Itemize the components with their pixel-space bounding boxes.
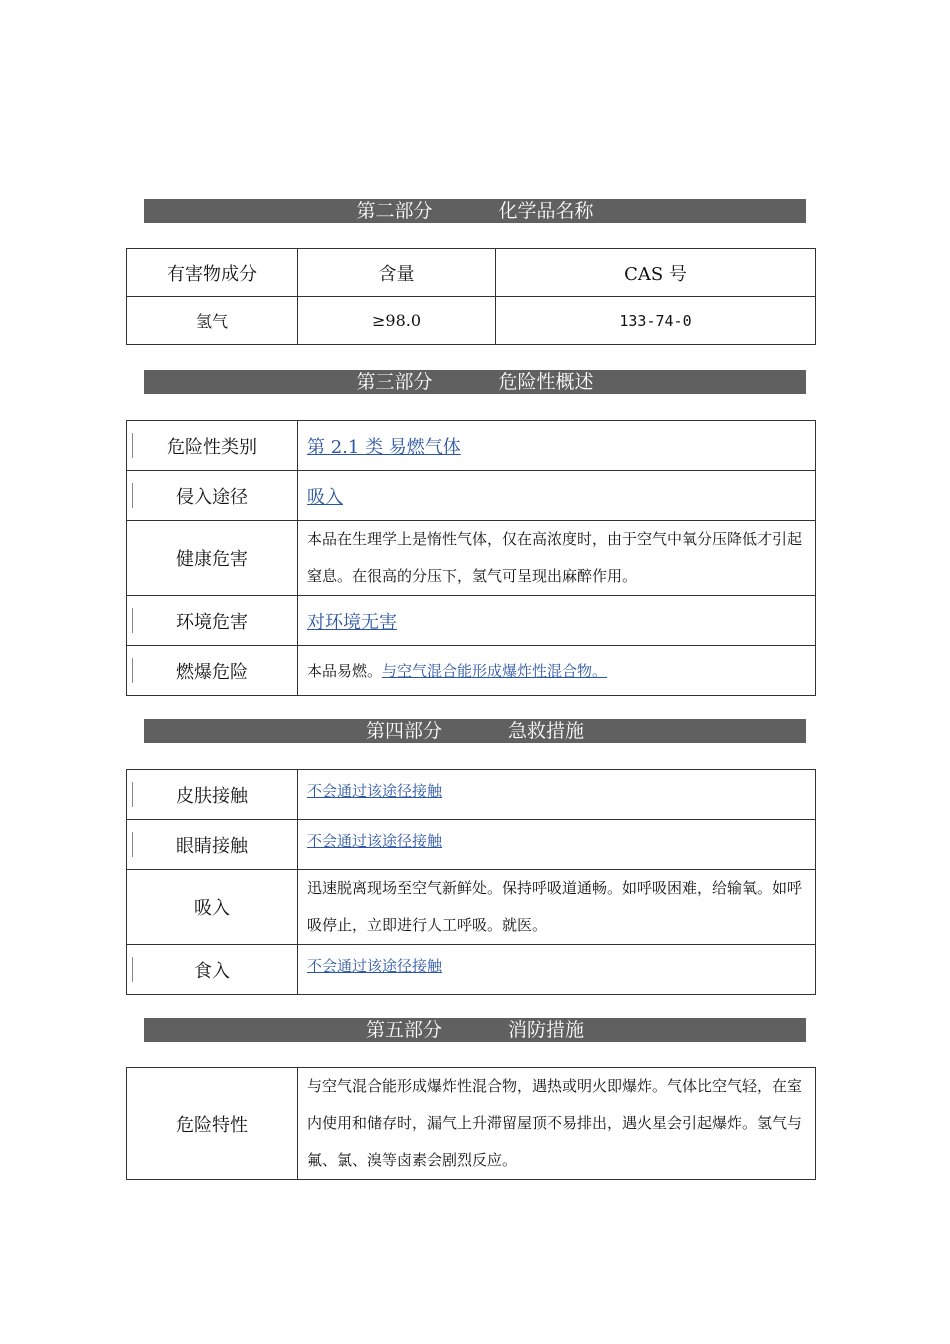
row-value (298, 421, 816, 471)
row-label: 侵入途径 (127, 471, 298, 521)
component-content: ≥98.0 (298, 297, 496, 345)
health-hazard-text: 本品在生理学上是惰性气体，仅在高浓度时，由于空气中氧分压降低才引起窒息。在很高的分压下，氢气可呈现出麻醉作用。 (307, 530, 803, 585)
section-part: 第二部分 (356, 200, 433, 222)
row-value (298, 596, 816, 646)
section-header-4 (144, 719, 806, 743)
row-value (298, 945, 816, 995)
first-aid-table (126, 769, 816, 995)
section-part: 第五部分 (365, 1019, 442, 1041)
table-row (127, 945, 816, 995)
explosion-link[interactable]: 与空气混合能形成爆炸性混合物。 (382, 662, 608, 680)
inhalation-text: 迅速脱离现场至空气新鲜处。保持呼吸道通畅。如呼吸困难，给输氧。如呼吸停止，立即进行人工呼吸。就医。 (307, 879, 803, 934)
table-row (127, 297, 816, 345)
table-row (127, 646, 816, 696)
table-row (127, 770, 816, 820)
fire-hazard-text: 与空气混合能形成爆炸性混合物，遇热或明火即爆炸。气体比空气轻，在室内使用和储存时，漏气上升滞留屋顶不易排出，遇火星会引起爆炸。氢气与氟、氯、溴等卤素会剧烈反应。 (307, 1077, 803, 1169)
hazard-table (126, 420, 816, 696)
section-header-5 (144, 1018, 806, 1042)
section-part: 第四部分 (365, 720, 442, 742)
hazard-category-link[interactable]: 第 2.1 类 易燃气体 (307, 436, 461, 458)
row-value (298, 646, 816, 696)
component-cas: 133-74-0 (496, 297, 816, 345)
section-header-3 (144, 370, 806, 394)
table-row (127, 1068, 816, 1180)
table-row (127, 596, 816, 646)
table-row (127, 521, 816, 596)
fire-table (126, 1067, 816, 1180)
row-label: 眼睛接触 (127, 820, 298, 870)
section-title: 危险性概述 (498, 371, 594, 393)
header-content: 含量 (298, 249, 496, 297)
section-header-2 (144, 199, 806, 223)
row-label: 皮肤接触 (127, 770, 298, 820)
composition-table (126, 248, 816, 345)
table-header-row (127, 249, 816, 297)
header-component: 有害物成分 (127, 249, 298, 297)
ingestion-link[interactable]: 不会通过该途径接触 (307, 957, 443, 975)
table-row (127, 820, 816, 870)
row-label: 吸入 (127, 870, 298, 945)
row-value (298, 1068, 816, 1180)
table-row (127, 870, 816, 945)
eye-contact-link[interactable]: 不会通过该途径接触 (307, 832, 443, 850)
row-label: 健康危害 (127, 521, 298, 596)
row-label: 危险特性 (127, 1068, 298, 1180)
row-value (298, 770, 816, 820)
section-part: 第三部分 (356, 371, 433, 393)
row-label: 环境危害 (127, 596, 298, 646)
row-value (298, 820, 816, 870)
row-label: 危险性类别 (127, 421, 298, 471)
section-title: 急救措施 (508, 720, 585, 742)
skin-contact-link[interactable]: 不会通过该途径接触 (307, 782, 443, 800)
section-title: 消防措施 (508, 1019, 585, 1041)
environment-link[interactable]: 对环境无害 (307, 611, 397, 633)
header-cas: CAS 号 (496, 249, 816, 297)
component-name: 氢气 (127, 297, 298, 345)
row-value (298, 870, 816, 945)
explosion-text: 本品易燃。 (307, 662, 383, 680)
table-row (127, 421, 816, 471)
row-label: 燃爆危险 (127, 646, 298, 696)
row-label: 食入 (127, 945, 298, 995)
row-value (298, 471, 816, 521)
table-row (127, 471, 816, 521)
row-value (298, 521, 816, 596)
section-title: 化学品名称 (498, 200, 594, 222)
route-link[interactable]: 吸入 (307, 486, 343, 508)
